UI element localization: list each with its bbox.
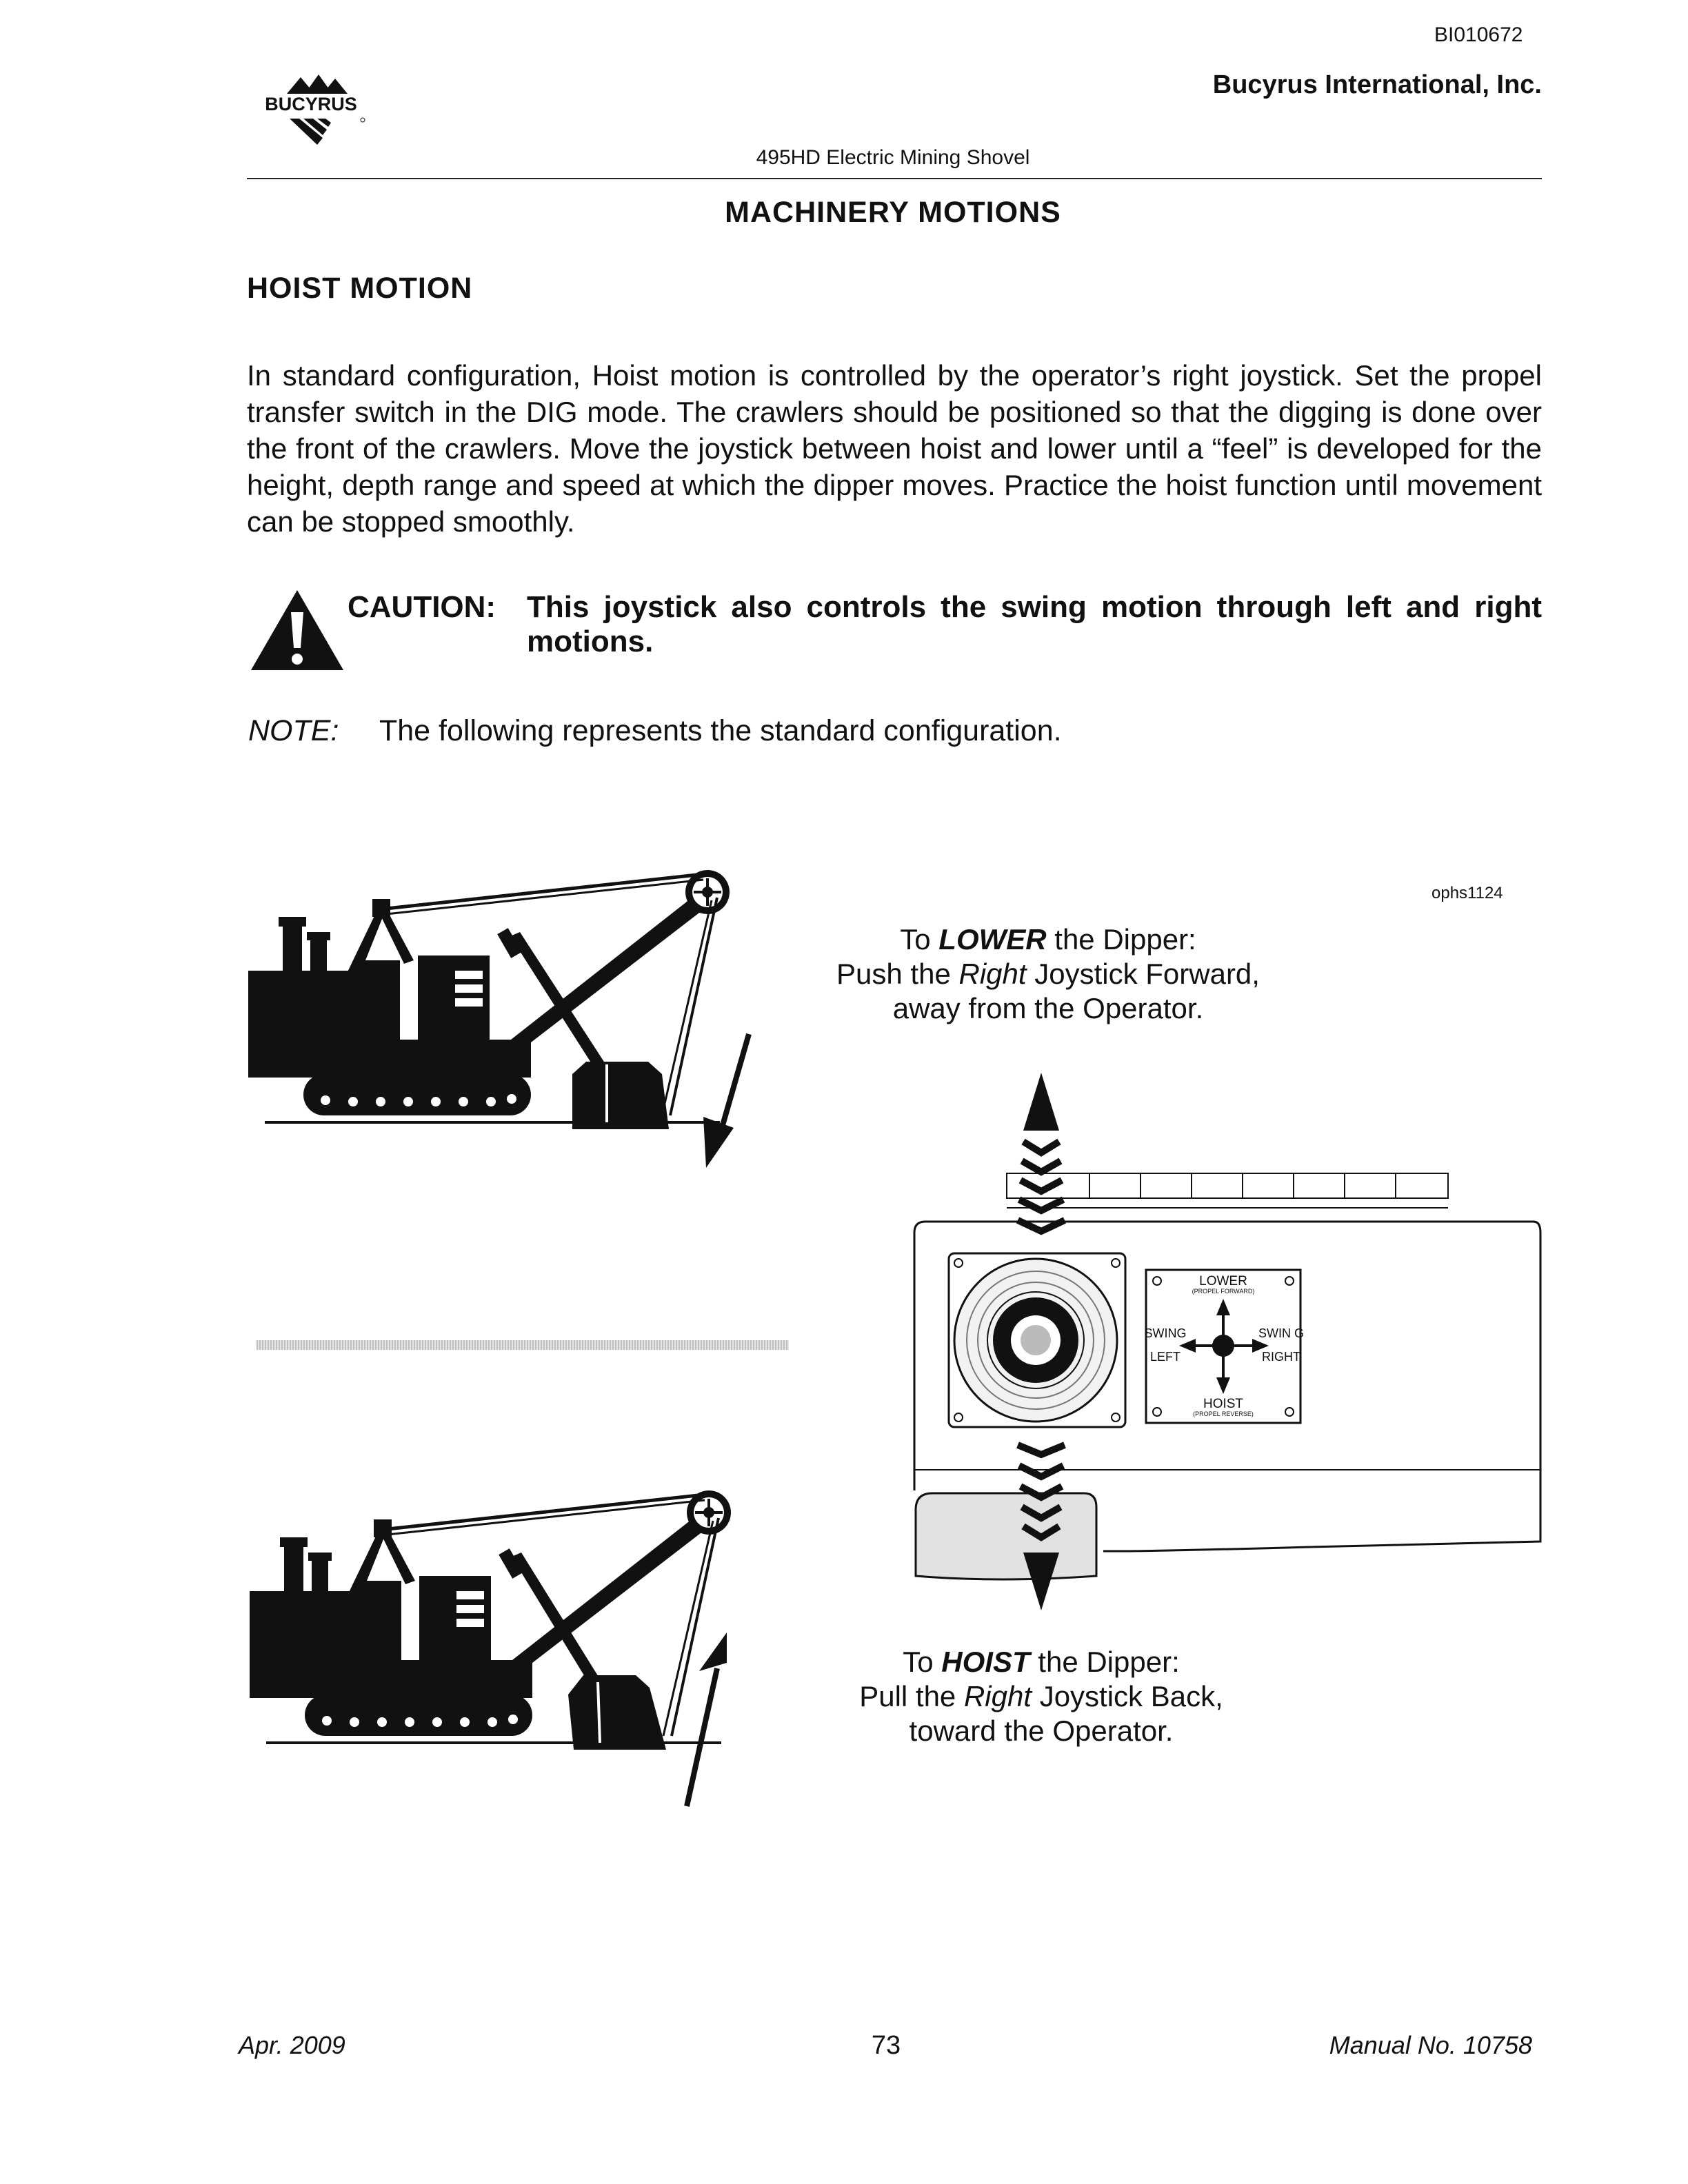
lower-caption-line1: To LOWER the Dipper:: [900, 923, 1196, 956]
plate-right-label: RIGHT: [1262, 1350, 1300, 1364]
plate-left-label: LEFT: [1149, 1350, 1181, 1364]
note-label: NOTE:: [248, 714, 339, 747]
shovel-lower-illustration: [248, 870, 730, 1129]
joystick-console: [914, 1173, 1540, 1579]
plate-swing-right-label: SWIN G: [1258, 1326, 1304, 1340]
plate-lower-label: LOWER: [1199, 1274, 1247, 1288]
shovel-hoist-illustration: [250, 1490, 731, 1750]
plate-hoist-label: HOIST: [1203, 1397, 1244, 1411]
page-number: 73: [871, 2031, 901, 2060]
lower-caption-line2: Push the Right Joystick Forward,: [836, 958, 1260, 990]
plate-swing-left-label: SWING: [1144, 1326, 1187, 1340]
company-name: Bucyrus International, Inc.: [1212, 70, 1542, 99]
caution-text: This joystick also controls the swing motion through left and right motions.: [527, 590, 1542, 658]
hoist-motion-arrow: [687, 1632, 727, 1806]
hoist-caption-line2: Pull the Right Joystick Back,: [859, 1680, 1223, 1712]
footer-date: Apr. 2009: [239, 2031, 345, 2059]
hoist-caption-line1: To HOIST the Dipper:: [903, 1646, 1180, 1678]
section-title: MACHINERY MOTIONS: [725, 196, 1061, 229]
manual-number: Manual No. 10758: [1329, 2031, 1532, 2059]
plate-hoist-sublabel: (PROPEL REVERSE): [1193, 1410, 1254, 1417]
lower-motion-arrow: [703, 1034, 749, 1168]
hoist-caption-line3: toward the Operator.: [909, 1715, 1174, 1747]
lower-caption-line3: away from the Operator.: [892, 992, 1204, 1024]
plate-lower-sublabel: (PROPEL FORWARD): [1192, 1288, 1255, 1295]
note-text: The following represents the standard configuration.: [379, 714, 1062, 747]
document-subtitle: 495HD Electric Mining Shovel: [756, 146, 1030, 169]
caution-label: CAUTION:: [348, 590, 496, 624]
document-id: BI010672: [1434, 23, 1523, 46]
subsection-title: HOIST MOTION: [247, 272, 473, 305]
logo-wordmark: BUCYRUS: [265, 94, 357, 114]
figure-id: ophs1124: [1431, 884, 1503, 902]
body-paragraph: In standard configuration, Hoist motion is controlled by the operator’s right joystick. Set the propel transfer switch in the DIG mode. The crawlers should be positioned so that the digging is done over the front of the crawlers. Move the joystick between hoist and lower until a “feel” is developed for the height, depth range and speed at which the dipper moves. Practice the hoist function until movement can be stopped smoothly.: [247, 359, 1542, 538]
